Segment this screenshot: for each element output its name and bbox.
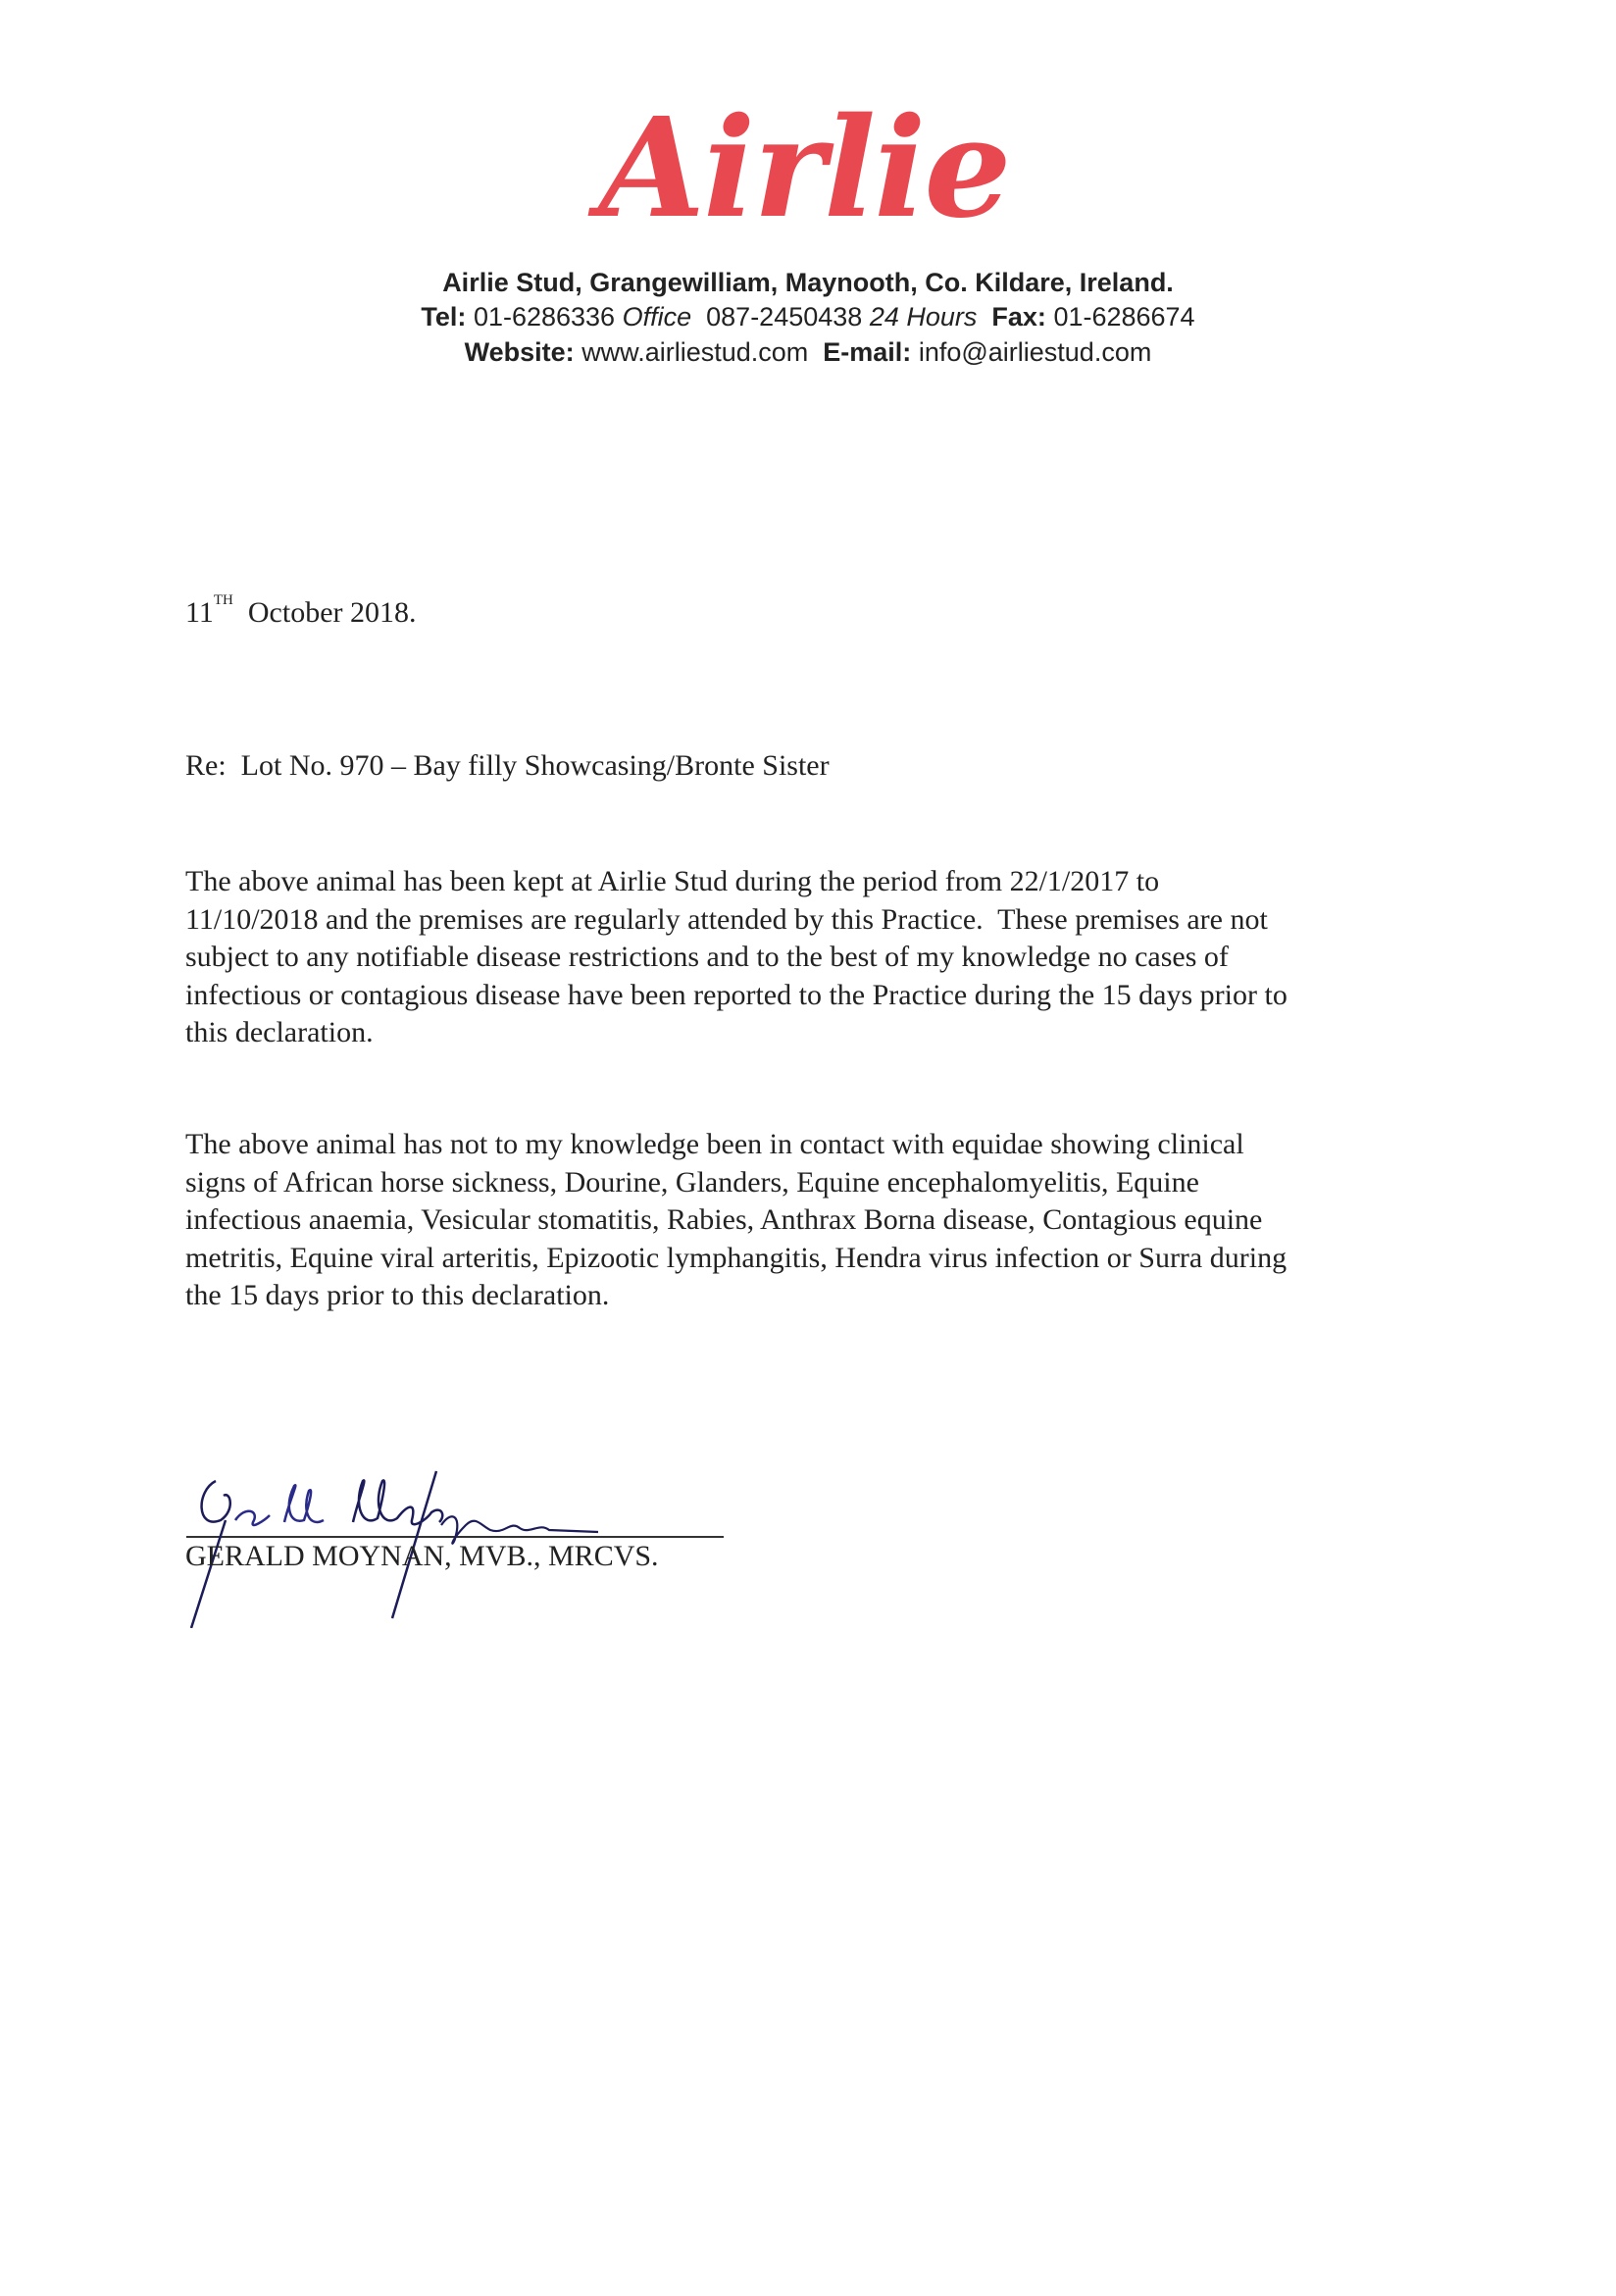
text-line: The above animal has been kept at Airlie Stud during the period from 22/1/2017 to [185, 865, 1160, 897]
paragraph-1 [185, 863, 1288, 1052]
date-day: 11 [185, 596, 214, 629]
text-line: the 15 days prior to this declaration. [185, 1279, 610, 1311]
website-label: Website: [464, 337, 575, 367]
text-line: subject to any notifiable disease restrictions and to the best of my knowledge no cases of [185, 941, 1229, 973]
airlie-logo [549, 83, 1059, 255]
email-label: E-mail: [823, 337, 912, 367]
address-line [0, 265, 1616, 300]
tel-office: 01-6286336 [473, 302, 616, 332]
office-label: Office [622, 302, 692, 332]
text-line: infectious anaemia, Vesicular stomatitis, Rabies, Anthrax Borna disease, Contagious equine [185, 1203, 1263, 1236]
fax-label: Fax: [991, 302, 1046, 332]
address: Airlie Stud, Grangewilliam, Maynooth, Co. Kildare, Ireland. [442, 268, 1174, 297]
tel-label: Tel: [421, 302, 467, 332]
date-rest: October 2018. [247, 596, 417, 629]
subject-line: Re: Lot No. 970 – Bay filly Showcasing/Bronte Sister [185, 749, 830, 782]
signatory-name: GERALD MOYNAN, MVB., MRCVS. [185, 1540, 659, 1572]
fax-number: 01-6286674 [1053, 302, 1195, 332]
text-line: infectious or contagious disease have been reported to the Practice during the 15 days prior to [185, 978, 1288, 1011]
web-line [0, 334, 1616, 370]
letter-date [185, 592, 417, 630]
paragraph-2 [185, 1126, 1287, 1315]
website-link[interactable]: www.airliestud.com [581, 337, 809, 367]
logo-text: Airlie [598, 88, 1010, 249]
text-line: metritis, Equine viral arteritis, Epizootic lymphangitis, Hendra virus infection or Surra during [185, 1241, 1288, 1274]
text-line: this declaration. [185, 1016, 374, 1048]
tel-24h: 087-2450438 [706, 302, 863, 332]
date-suffix: TH [213, 592, 233, 608]
text-line: 11/10/2018 and the premises are regularly attended by this Practice. These premises are not [185, 902, 1268, 936]
text-line: signs of African horse sickness, Dourine, Glanders, Equine encephalomyelitis, Equine [185, 1165, 1199, 1199]
phone-line [0, 299, 1616, 334]
text-line: The above animal has not to my knowledge been in contact with equidae showing clinical [185, 1128, 1244, 1160]
hours-label: 24 Hours [869, 302, 978, 332]
email-link[interactable]: info@airliestud.com [918, 337, 1152, 367]
